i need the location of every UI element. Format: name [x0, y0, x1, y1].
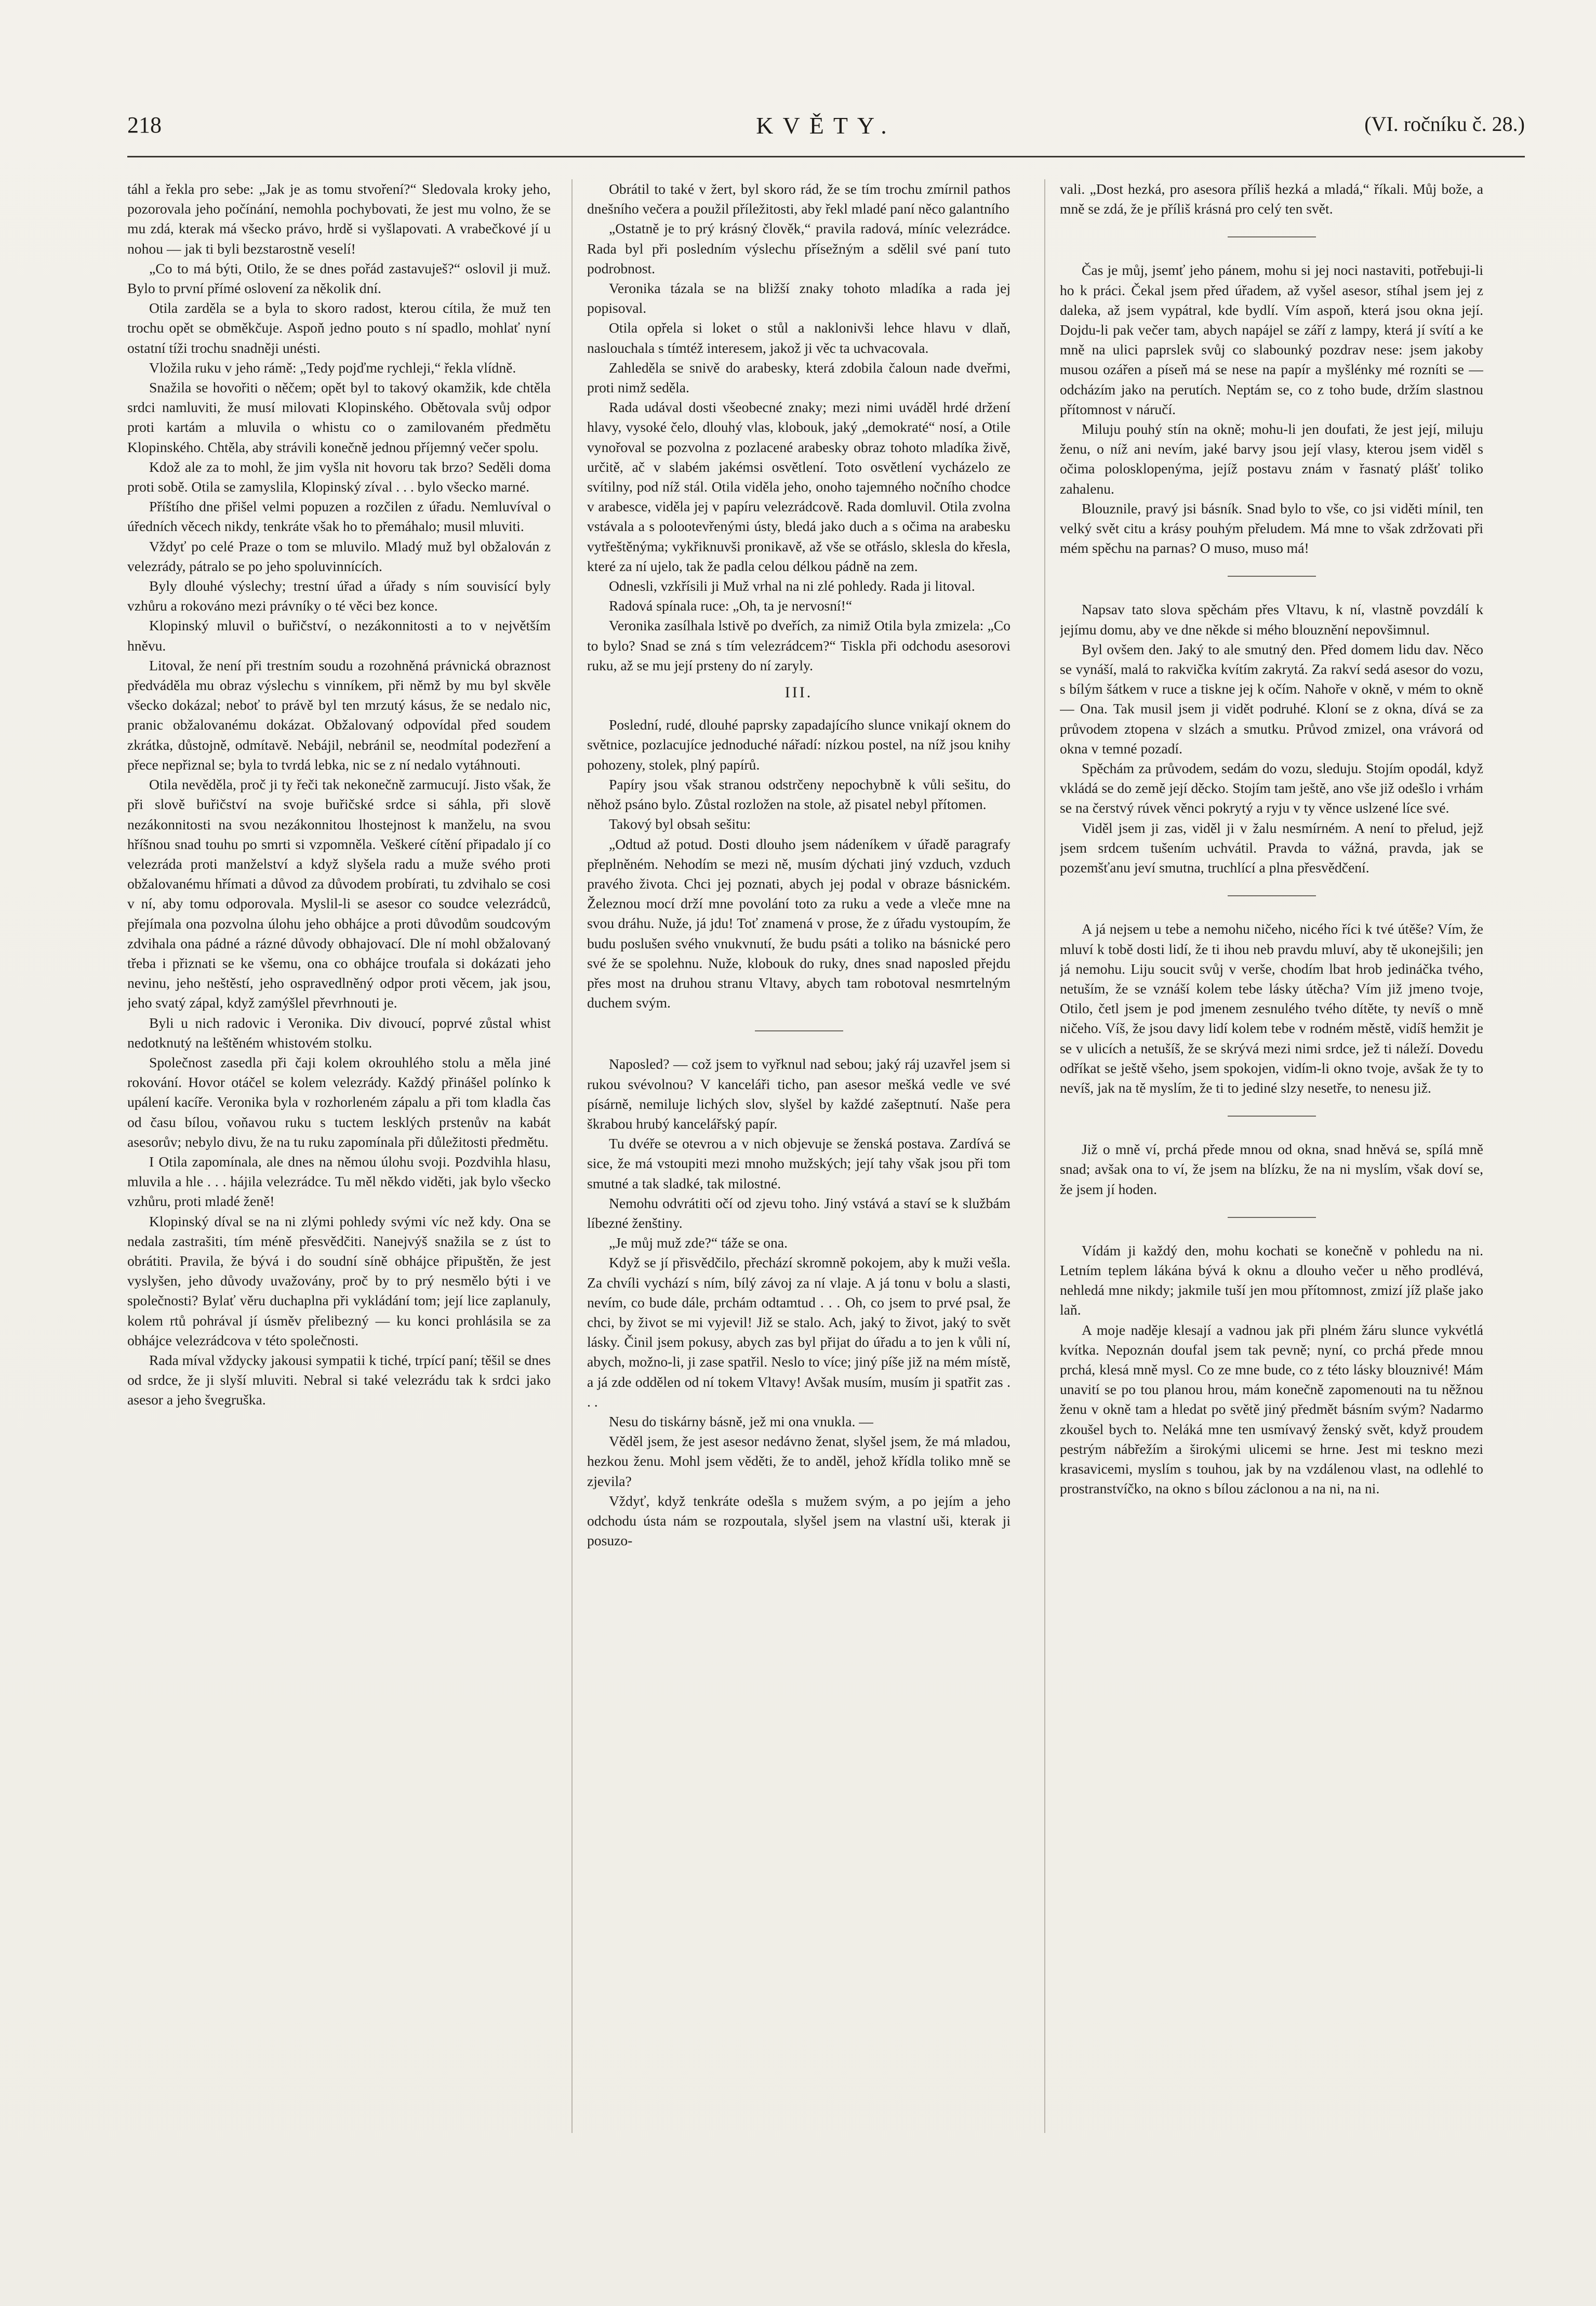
paragraph: Veronika tázala se na bližší znaky tohoto mladíka a rada jej popisoval.	[587, 280, 1010, 316]
paragraph: Otila zarděla se a byla to skoro radost, kterou cítila, že muž ten trochu opět se obměkčuje. Aspoň jedno pouto s ní spadlo, mohlať nyní ostatní tíži trochu snadněji unésti.	[127, 300, 551, 356]
paragraph: Naposled? — což jsem to vyřknul nad sebou; jaký ráj uzavřel jsem si rukou svévolnou? V kanceláři ticho, pan asesor mešká vedle ve své písárně, nemiluje lichých slov, slyšel by každé zašeptnutí. Naše pera škrabou hrubý kancelářský papír.	[587, 1056, 1010, 1132]
text-column-3	[1060, 179, 1483, 2154]
divider	[1228, 1116, 1316, 1117]
divider	[1228, 1217, 1316, 1218]
paragraph: Rada míval vždycky jakousi sympatii k tiché, trpící paní; těšil se dnes od srdce, že ji slyší mluviti. Nebral si také velezrádu tak k srdci jako asesor a jeho švegruška.	[127, 1351, 551, 1408]
paragraph: Spěchám za průvodem, sedám do vozu, sleduju. Stojím opodál, když vkládá se do země její děcko. Stojím tam ještě, ano vše již odešlo i vrhám se na čerstvý rúvek věnci pokrytý a ryju v ty věnce uslzené líce své.	[1060, 760, 1483, 816]
paragraph: Kdož ale za to mohl, že jim vyšla nit hovoru tak brzo? Seděli doma proti sobě. Otila se zamyslila, Klopinský zíval . . . bylo všecko marné.	[127, 458, 551, 495]
paragraph: Takový byl obsah sešitu:	[609, 816, 751, 832]
paragraph: Byly dlouhé výslechy; trestní úřad a úřady s ním souvisící byly vzhůru a rokováno mezi právníky o té věci bez konce.	[127, 578, 551, 614]
paragraph: Byl ovšem den. Jaký to ale smutný den. Před domem lidu dav. Něco se vynáší, malá to rakvička kvítím zakrytá. Za rakví sedá asesor do vozu, s bílým šátkem v ruce a tiskne jej k očím. Nahoře v okně, v mém to okně — Ona. Tak musil jsem ji vidět podruhé. Kloní se z okna, dívá se za průvodem ztopena v slzách a smutku. Průvod zmizel, ona vrávorá od okna v temné pozadí.	[1060, 641, 1483, 757]
paragraph: Příštího dne přišel velmi popuzen a rozčilen z úřadu. Nemluvíval o úředních věcech nikdy, tenkráte však ho to přemáhalo; musil mluviti.	[127, 498, 551, 535]
paragraph: Snažila se hovořiti o něčem; opět byl to takový okamžik, kde chtěla srdci namluviti, že musí milovati Klopinského. Obětovala svůj odpor proti kartám a mluvila o whistu co o zamilovaném předmětu Klopinského. Chtěla, aby strávili konečně jednou příjemný večer spolu.	[127, 379, 551, 455]
paragraph: Nemohu odvrátiti očí od zjevu toho. Jiný vstává a staví se k službám líbezné ženštiny.	[587, 1195, 1010, 1231]
paragraph: Když se jí přisvědčilo, přechází skromně pokojem, aby k muži vešla. Za chvíli vychází s ním, bílý závoj za ní vlaje. A já tonu v bolu a slasti, nevím, co bude dále, prchám odtamtud . . . Oh, co jsem to prvé psal, že chci, by život se mi vyjevil! Již se stalo. Ach, jaký to život, jaký to svět lásky. Činil jsem pokusy, abych zas byl přijat do úřadu a to jen k vůli ní, abych, možno-li, ji zase spatřil. Neslo to více; jiný píše již na mém místě, a já zde oddělen od ní tokem Vltavy! Avšak musím, musím ji spatřit zas . . .	[587, 1254, 1010, 1410]
paragraph: Zahleděla se snivě do arabesky, která zdobila čaloun nade dveřmi, proti nimž seděla.	[587, 359, 1010, 396]
paragraph: A moje naděje klesají a vadnou jak při plném žáru slunce vykvétlá kvítka. Nepoznán doufal jsem tak pevně; nyní, co prchá přede mnou prchá, klesá mně mysl. Co ze mne bude, co z této lásky blouznivé! Mám unavití se po tou planou hrou, mám konečně zapomenouti na tu něžnou ženu v okně tam a hledat po světě jiný předmět básním svým? Nadarmo zkoušel bych to. Neláká mne ten usmívavý ženský svět, když proudem pestrým nábřežím a širokými ulicemi se hrne. Jest mi teskno mezi krasavicemi, myslím s touhou, jak by na vzdálenou vlast, na odlehlé to prostranstvíčko, na okno s bílou záclonou a na ni, na ni.	[1060, 1321, 1483, 1497]
paragraph: A já nejsem u tebe a nemohu ničeho, nicého říci k tvé útěše? Vím, že mluví k tobě dosti lidí, že ti ihou neb pravdu mluví, aby tě ukonejšili; jen já nemohu. Liju soucit svůj v verše, chodím lbat hrob jedináčka tvého, netuším, že se vznáší kolem tebe lásky útěcha? Vím již jmeno tvoje, Otilo, četl jsem je pod jmenem zesnulého tvého dítěte, ty nevíš o mně ničeho. Víš, že jsou davy lidí kolem tebe v rodném městě, vidíš hemžit je se v ulicích a netušíš, že se skrývá mezi nimi srdce, jež ti náleží. Dovedu odříkat se ještě všeho, jsem spokojen, vidím-li okno tvoje, avšak že ty to nevíš, jak na tě myslím, že ti to jediné slzy nesetře, to nenesu již.	[1060, 921, 1483, 1096]
paragraph: Odnesli, vzkřísili ji Muž vrhal na ni zlé pohledy. Rada ji litoval.	[609, 578, 975, 594]
paragraph: Blouznile, pravý jsi básník. Snad bylo to vše, co jsi viděti mínil, ten velký svět citu a krásy pouhým přeludem. Má mne to však zdržovati při mém spěchu na parnas? O muso, muso má!	[1060, 500, 1483, 556]
paragraph: Čas je můj, jsemť jeho pánem, mohu si jej noci nastaviti, potřebuji-li ho k práci. Čekal jsem před úřadem, až vyšel asesor, stíhal jsem jej z daleka, až jsem vypátral, kde bydlí. Vím aspoň, která jsou okna její. Dojdu-li pak večer tam, abych napájel se září z lampy, která jí svítí a ke mně na ulici paprslek svůj co slabounký pozdrav nese: jsem jakoby musou ozářen a píseň má se nese na papír a myšlénky mé rozníti se — odcházím jako na perutích. Neptám se, co z toho bude, držím slastnou přítomnost v náručí.	[1060, 262, 1483, 417]
paragraph: táhl a řekla pro sebe: „Jak je as tomu stvoření?“ Sledovala kroky jeho, pozorovala jeho počínání, nemohla pochybovati, že jest mu volno, že se mu zdá, kterak má všecko právo, hrdě si vyšlapovati. A vrabečkové jí u nohou — jak ti byli bezstarostně veselí!	[127, 181, 551, 257]
paragraph: Věděl jsem, že jest asesor nedávno ženat, slyšel jsem, že má mladou, hezkou ženu. Mohl jsem věděti, že to anděl, jehož křídla toliko mně se zjevila?	[587, 1433, 1010, 1489]
paragraph: Vložila ruku v jeho rámě: „Tedy pojďme rychleji,“ řekla vlídně.	[149, 359, 516, 376]
divider	[1228, 895, 1316, 896]
paragraph: Napsav tato slova spěchám přes Vltavu, k ní, vlastně povzdálí k jejímu domu, aby ve dne někde si mého blouznění nepovšimnul.	[1060, 601, 1483, 638]
paragraph: Klopinský mluvil o buřičství, o nezákonnitosti a to v největším hněvu.	[127, 617, 551, 654]
header-rule	[127, 156, 1525, 157]
issue-label: (VI. ročníku č. 28.)	[1364, 112, 1525, 136]
divider	[755, 1030, 843, 1031]
paragraph: Byli u nich radovic i Veronika. Div divoucí, poprvé zůstal whist nedotknutý na leštěném whistovém stolku.	[127, 1014, 551, 1051]
paragraph: Miluju pouhý stín na okně; mohu-li jen doufati, že jest její, miluju ženu, o níž ani nevím, jaké barvy jsou její vlasy, kterou jsem viděl s očima polosklopenýma, jejíž postavu znám v řasnatý plášť toliko zahalenu.	[1060, 421, 1483, 497]
column-separator	[571, 179, 573, 2133]
paragraph: Radová spínala ruce: „Oh, ta je nervosní!“	[609, 598, 853, 614]
paragraph: Otila opřela si loket o stůl a naklonivši lehce hlavu v dlaň, naslouchala s tímtéž interesem, jakož ji věc ta uchvacovala.	[587, 320, 1010, 356]
text-column-2	[587, 179, 1010, 2154]
journal-title: KVĚTY.	[756, 112, 896, 139]
paragraph: Papíry jsou však stranou odstrčeny nepochybně k vůli sešitu, do něhož psáno bylo. Zůstal rozložen na stole, až pisatel nebyl přítomen.	[587, 776, 1010, 813]
paragraph: Rada udával dosti všeobecné znaky; mezi nimi uváděl hrdé držení hlavy, vysoké čelo, dlouhý vlas, klobouk, jaký „demokraté“ nosí, a Otile vynořoval se pozvolna z pozlacené arabesky obraz tohoto mladíka živě, určitě, ač v slabém jakémsi osvětlení. Toto osvětlení vycházelo ze svítilny, pod níž stál. Otila viděla jeho, onoho tajemného nočního chodce v arabesce, viděla jej v papíru velezrádcově. Rada domluvil. Otila zvolna vstávala a s polootevřenými ústy, bledá jako duch a s očima na arabesku vytřeštěnýma; vykřiknuvši pronikavě, až vše se otřáslo, sklesla do křesla, které za ní ujelo, tak že padla celou délkou pádně na zem.	[587, 399, 1010, 574]
column-separator	[1044, 179, 1045, 2133]
paragraph: Nesu do tiskárny básně, jež mi ona vnukla. —	[609, 1413, 873, 1429]
paragraph: Vždyť, když tenkráte odešla s mužem svým, a po jejím a jeho odchodu ústa nám se rozpoutala, slyšel jsem na vlastní uši, kterak ji posuzo-	[587, 1492, 1010, 1549]
paragraph: I Otila zapomínala, ale dnes na němou úlohu svoji. Pozdvihla hlasu, mluvila a hle . . . hájila velezrádce. Tu měl někdo viděti, jak bylo všecko vzhůru, proti mladé ženě!	[127, 1153, 551, 1210]
divider	[1228, 576, 1316, 577]
paragraph: Tu dvéře se otevrou a v nich objevuje se ženská postava. Zardívá se sice, že má vstoupiti mezi mnoho mužských; její tahy však jsou při tom smutné a tak sladké, tak milostné.	[587, 1135, 1010, 1191]
paragraph: „Odtud až potud. Dosti dlouho jsem nádeníkem v úřadě paragrafy přeplněném. Nehodím se mezi ně, musím dýchati jiný vzduch, vzduch pravého života. Chci jej poznati, abych jej podal v obraze básnickém. Železnou mocí drží mne povolání toto za ruku a vede a vleče mne na svou dráhu. Nuže, já jdu! Toť znamená v prose, že z úřadu vystoupím, že budu poslušen svého vnukvnutí, že budu psáti a toliko na básnické pero své že se spolehnu. Nuže, klobouk do ruky, dnes snad naposled přejdu přes most na druhou stranu Vltavy, abych tam robotoval nesmrtelným duchem svým.	[587, 836, 1010, 1011]
paragraph: Společnost zasedla při čaji kolem okrouhlého stolu a měla jiné rokování. Hovor otáčel se kolem velezrády. Každý přinášel polínko k upálení kacíře. Veronika byla v rozhorleném zápalu a při tom kladla čas od času bílou, voňavou ruku s tuctem lesklých prstenův na kabát asesorův; nebylo divu, že na tu ruku zapomínala při důležitosti předmětu.	[127, 1054, 551, 1150]
divider	[1228, 236, 1316, 237]
paragraph: Litoval, že není při trestním soudu a rozohněná právnická obraznost předváděla mu obraz výslechu s vinníkem, při němž by mu byl skvěle všecko dokázal; neboť to právě byl ten mrzutý kásus, že se nedalo nic, pranic obžalovanému dokázat. Obžalovaný odpovídal před soudem zkrátka, důstojně, odmítavě. Nebájil, nebránil se, neodmítal podezření a přece nepřiznal se; byla to tvrdá lebka, nic se z ní nedalo vytáhnouti.	[127, 657, 551, 773]
paragraph: „Je můj muž zde?“ táže se ona.	[609, 1235, 788, 1251]
paragraph: Viděl jsem ji zas, viděl ji v žalu nesmírném. A není to přelud, jejž jsem srdcem tušením uchvátil. Pravda to vážná, pravda, jak se pozemšťanu jeví smutna, truchlící a plna přesvědčení.	[1060, 819, 1483, 876]
paragraph: Vídám ji každý den, mohu kochati se konečně v pohledu na ni. Letním teplem lákána bývá k oknu a dlouho večer u něho prodlévá, nehledá mne nikdy; jakmile tuší jen mou přítomnost, zmizí jíž plaše jako laň.	[1060, 1242, 1483, 1318]
page-header	[127, 112, 1525, 148]
paragraph: Otila nevěděla, proč ji ty řeči tak nekonečně zarmucují. Jisto však, že při slově buřičství na svoje buřičské srdce si sáhla, při slově nezákonnitosti na svou nezákonnitou lhostejnost k manželu, na svou hříšnou snad touhu po smrti si vzpomněla. Veškeré cítění připadalo jí co velezráda proti manželství a když slyšela radu a muže svého proti obžalovanému hřímati a důvod za důvodem probírati, tu zdvihalo se cosi v ní, aby tomu odporovala. Myslil-li se asesor co soudce velezrádců, přejímala ona pozvolna úlohu jeho obhájce a proti důvodům soudcovým zdvihala ona pádné a rázné důvody obhajovací. Dle ní mohl obžalovaný třeba i přiznati se ke všemu, ona co obhájce troufala si dokázati jeho nevinu, jeho neštěstí, jeho ospravedlněný odpor proti věcem, jak jsou, jeho svatý zápal, když zamýšlel převrhnouti je.	[127, 776, 551, 1011]
paragraph: Vždyť po celé Praze o tom se mluvilo. Mladý muž byl obžalován z velezrády, pátralo se po jeho spoluvinnících.	[127, 538, 551, 574]
paragraph: vali. „Dost hezká, pro asesora příliš hezká a mladá,“ říkali. Můj bože, a mně se zdá, že je příliš krásná pro celý ten svět.	[1060, 181, 1483, 217]
paragraph: „Co to má býti, Otilo, že se dnes pořád zastavuješ?“ oslovil ji muž. Bylo to první přímé oslovení za několik dní.	[127, 260, 551, 297]
page-number: 218	[127, 112, 162, 138]
paragraph: Poslední, rudé, dlouhé paprsky zapadajícího slunce vnikají oknem do světnice, pozlacujíce jednoduché nářadí: nízkou postel, na níž jsou knihy pohozeny, stolek, plný papírů.	[587, 717, 1010, 773]
paragraph: Veronika zasílhala lstivě po dveřích, za nimiž Otila byla zmizela: „Co to bylo? Snad se zná s tím velezrádcem?“ Tiskla při odchodu asesorovi ruku, až se mu její prsteny do ní zaryly.	[587, 617, 1010, 673]
paragraph: Již o mně ví, prchá přede mnou od okna, snad hněvá se, spílá mně snad; avšak ona to ví, že jsem na blízku, že na ni myslím, však doví se, že jsem jí hoden.	[1060, 1141, 1483, 1197]
paragraph: Obrátil to také v žert, byl skoro rád, že se tím trochu zmírnil pathos dnešního večera a použil příležitosti, aby řekl mladé paní něco galantního	[587, 181, 1010, 217]
text-column-1	[127, 179, 551, 2154]
section-heading: III.	[784, 684, 813, 701]
paragraph: Klopinský díval se na ni zlými pohledy svými víc než kdy. Ona se nedala zastrašiti, tím méně přesvědčiti. Nanejvýš snažila se z úst to obrátiti. Pravila, že bývá i do soudní síně obhájce připuštěn, že jest vyslyšen, jeho důvody uvažovány, proč by to prý nesmělo býti i ve společnosti? Bylať věru duchaplna při vykládání tom; její lice zaplanuly, kolem rtů pohrával jí úsměv přelibezný — ku konci prohlásila se za obhájce velezrádcova v této společnosti.	[127, 1213, 551, 1348]
paragraph: „Ostatně je to prý krásný člověk,“ pravila radová, míníc velezrádce. Rada byl při posledním výslechu přísežným a sdělil své paní tuto podrobnost.	[587, 220, 1010, 276]
